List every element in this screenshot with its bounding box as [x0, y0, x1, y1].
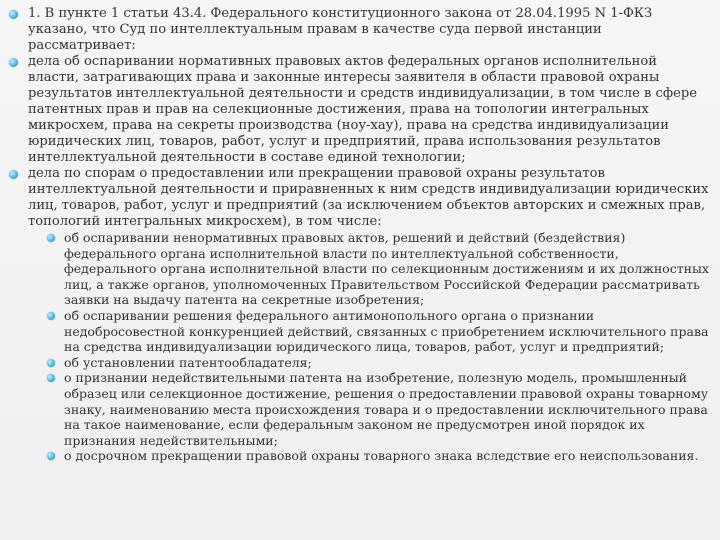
sub-list-item-text: о досрочном прекращении правовой охраны товарного знака вследствие его неиспользования.: [64, 448, 699, 464]
bullet-icon: [47, 312, 55, 320]
sub-list-item: [46, 355, 710, 371]
list-item-text: 1. В пункте 1 статьи 43.4. Федерального конституционного закона от 28.04.1995 N 1-ФКЗ указано, что Суд по интеллектуальным правам в качестве суда первой инстанции рассматривает:: [28, 6, 653, 53]
sub-list-item-text: об оспаривании ненормативных правовых актов, решений и действий (бездействия) федерального органа исполнительной власти по интеллектуальной собственности, федерального органа исполнительной власти по селекционным достижениям и их должностных лиц, а также органов, уполномоченных Правительством Российской Федерации рассматривать заявки на выдачу патента на секретные изобретения;: [64, 230, 709, 308]
bullet-icon: [47, 234, 55, 242]
sub-list-item-text: об установлении патентообладателя;: [64, 354, 312, 370]
sub-list-item: [46, 308, 710, 355]
sub-list-item: [46, 370, 710, 448]
list-item-text: дела об оспаривании нормативных правовых актов федеральных органов исполнительной власти, затрагивающих права и законные интересы заявителя в области правовой охраны результатов интеллектуальной деятельности и средств индивидуализации, в том числе в сфере патентных прав и прав на селекционные достижения, права на топологии интегральных микросхем, права на секреты производства (ноу-хау), права на средства индивидуализации юридических лиц, товаров, работ, услуг и предприятий, права использования результатов интеллектуальной деятельности в составе единой технологии;: [28, 54, 698, 165]
list-item: [8, 166, 710, 464]
bullet-icon: [9, 170, 18, 179]
list-item: [8, 6, 710, 54]
sub-list-item: [46, 448, 710, 464]
bullet-icon: [47, 374, 55, 382]
sub-list: [46, 230, 710, 464]
bullet-icon: [47, 452, 55, 460]
sub-list-item: [46, 230, 710, 308]
sub-list-item-text: о признании недействительными патента на изобретение, полезную модель, промышленный образец или селекционное достижение, решения о предоставлении правовой охраны товарному знаку, наименованию места происхождения товара и о предоставлении исключительного права на такое наименование, если федеральным законом не предусмотрен иной порядок их признания недействительными;: [64, 370, 709, 448]
sub-list-item-text: об оспаривании решения федерального антимонопольного органа о признании недобросовестной конкуренцией действий, связанных с приобретением исключительного права на средства индивидуализации юридического лица, товаров, работ, услуг и предприятий;: [64, 307, 709, 355]
bullet-icon: [9, 58, 18, 67]
list-item: [8, 54, 710, 166]
main-list: [8, 6, 710, 464]
bullet-icon: [47, 359, 55, 367]
bullet-icon: [9, 10, 18, 19]
list-item-text: дела по спорам о предоставлении или прекращении правовой охраны результатов интеллектуальной деятельности и приравненных к ним средств индивидуализации юридических лиц, товаров, работ, услуг и предприятий (за исключением объектов авторских и смежных прав, топологий интегральных микросхем), в том числе:: [28, 166, 709, 229]
